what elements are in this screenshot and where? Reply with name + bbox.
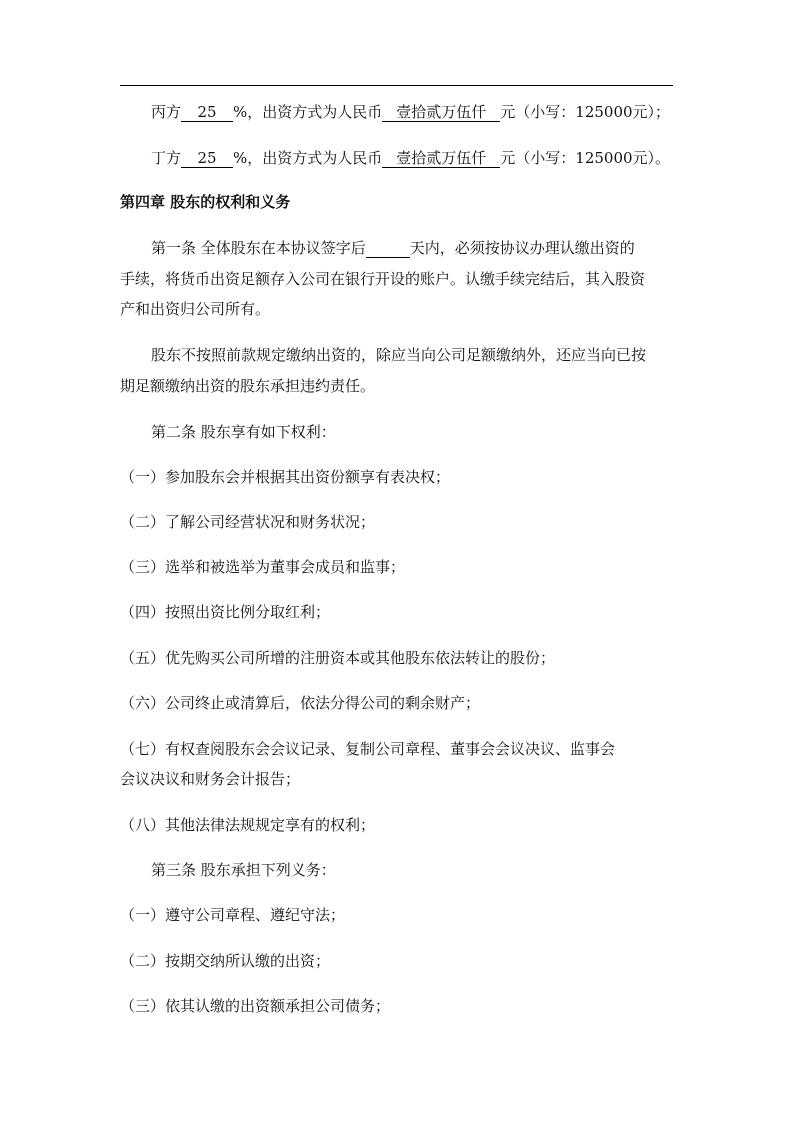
rights-item: （五）优先购买公司所增的注册资本或其他股东依法转让的股份； (120, 649, 556, 667)
shareholder-amount-words: 壹拾贰万伍仟 (382, 150, 500, 168)
article-3-title: 第三条 股东承担下列义务： (151, 861, 336, 879)
shareholder-amount-tail: 元（小写：125000元）。 (500, 149, 671, 167)
shareholder-line-ding (120, 143, 673, 173)
shareholder-contribution-text: %，出资方式为人民币 (233, 103, 383, 121)
shareholder-label: 丙方 (151, 103, 182, 121)
shareholder-line-bing (120, 97, 673, 127)
shareholder-contribution-text: %，出资方式为人民币 (233, 149, 383, 167)
rights-item: （三）选举和被选举为董事会成员和监事； (120, 558, 406, 576)
shareholder-amount-tail: 元（小写：125000元）； (500, 103, 671, 121)
article-1-line-3: 产和出资归公司所有。 (120, 300, 271, 318)
rights-item: （六）公司终止或清算后，依法分得公司的剩余财产； (120, 694, 481, 712)
shareholder-percent: 25 (181, 104, 233, 122)
default-paragraph-line-2: 期足额缴纳出资的股东承担违约责任。 (120, 377, 376, 395)
shareholder-amount-words: 壹拾贰万伍仟 (382, 104, 500, 122)
article-2-title: 第二条 股东享有如下权利： (151, 423, 336, 441)
rights-item: （二）了解公司经营状况和财务状况； (120, 513, 376, 531)
shareholder-label: 丁方 (151, 149, 182, 167)
default-paragraph-line-1: 股东不按照前款规定缴纳出资的，除应当向公司足额缴纳外，还应当向已按 (151, 346, 647, 364)
obligations-item: （三）依其认缴的出资额承担公司债务； (120, 997, 391, 1015)
obligations-item: （二）按期交纳所认缴的出资； (120, 952, 331, 970)
chapter-heading: 第四章 股东的权利和义务 (120, 193, 291, 211)
article-1-line-1 (120, 233, 673, 263)
rights-item: （一）参加股东会并根据其出资份额享有表决权； (120, 468, 451, 486)
rights-item: （七）有权查阅股东会会议记录、复制公司章程、董事会会议决议、监事会 (120, 740, 616, 758)
shareholder-percent: 25 (181, 150, 233, 168)
rights-item-continued: 会议决议和财务会计报告； (120, 770, 301, 788)
days-blank (366, 240, 410, 258)
article-1-text-after-blank: 天内，必须按协议办理认缴出资的 (409, 239, 635, 257)
rights-item: （四）按照出资比例分取红利； (120, 603, 331, 621)
article-1-line-2: 手续，将货币出资足额存入公司在银行开设的账户。认缴手续完结后，其入股资 (120, 270, 646, 288)
article-1-text-before-blank: 第一条 全体股东在本协议签字后 (151, 239, 366, 257)
rights-item: （八）其他法律法规规定享有的权利； (120, 816, 376, 834)
obligations-item: （一）遵守公司章程、遵纪守法； (120, 906, 346, 924)
header-rule (120, 85, 673, 86)
